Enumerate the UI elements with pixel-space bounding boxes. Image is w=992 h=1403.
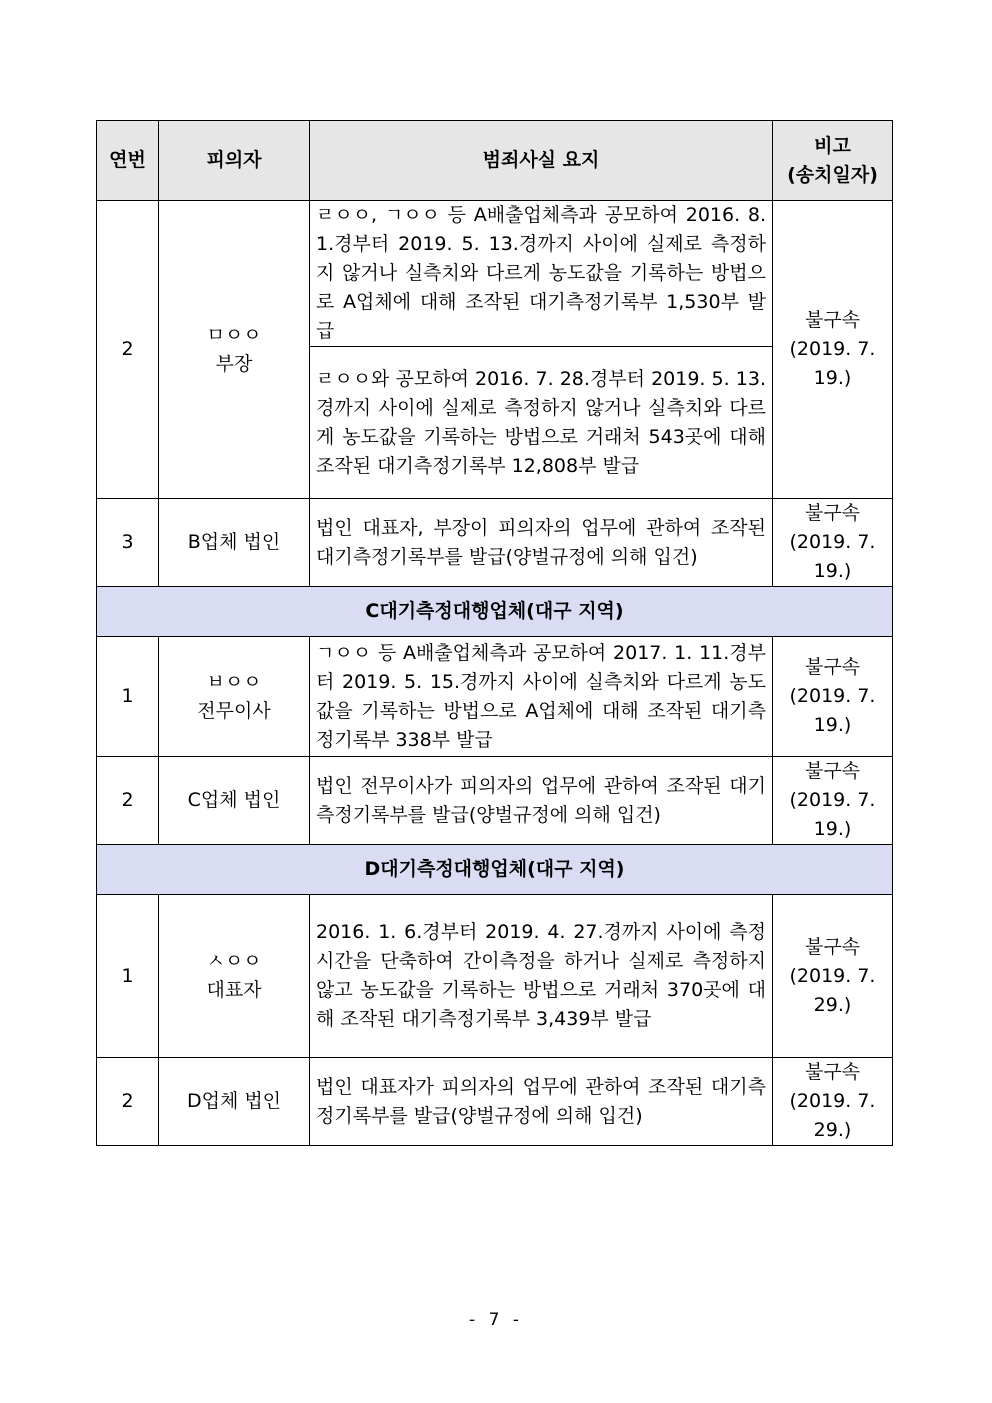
row-suspect: B업체 법인 [159,499,310,587]
row-facts: ㄱㅇㅇ 등 A배출업체측과 공모하여 2017. 1. 11.경부터 2019. 5. 15.경까지 사이에 실측치와 다르게 농도값을 기록하는 방법으로 A업체에 대해 조작된 대기측정기록부 338부 발급 [310,637,773,757]
remark-date: (2019. 7. 19.) [789,685,876,736]
header-remark [773,121,893,201]
suspect-title: 대표자 [206,979,262,1001]
remark-date: (2019. 7. 29.) [789,1090,876,1141]
row-facts: 법인 대표자, 부장이 피의자의 업무에 관하여 조작된 대기측정기록부를 발급(양벌규정에 의해 입건) [310,499,773,587]
suspect-title: 전무이사 [197,699,271,722]
section-row [97,587,893,637]
table-row [97,757,893,845]
suspect-name: ㅁㅇㅇ [206,323,262,346]
suspect-name: ㅂㅇㅇ [206,670,262,693]
header-row [97,121,893,201]
table-row [97,201,893,347]
remark-status: 불구속 [804,1061,861,1083]
row-facts: 법인 대표자가 피의자의 업무에 관하여 조작된 대기측정기록부를 발급(양벌규정에 의해 입건) [310,1058,773,1146]
table-row [97,895,893,1058]
remark-status: 불구속 [804,760,861,782]
row-suspect [159,895,310,1058]
header-remark-line2: (송치일자) [787,163,878,186]
remark-status: 불구속 [804,656,861,678]
row-facts: 법인 전무이사가 피의자의 업무에 관하여 조작된 대기측정기록부를 발급(양벌규정에 의해 입건) [310,757,773,845]
header-suspect: 피의자 [159,121,310,201]
page-number: - 7 - [469,1310,523,1330]
row-suspect: C업체 법인 [159,757,310,845]
header-no: 연번 [97,121,159,201]
row-remark [773,757,893,845]
row-suspect [159,637,310,757]
row-suspect: D업체 법인 [159,1058,310,1146]
row-remark [773,637,893,757]
row-remark [773,895,893,1058]
section-title: D대기측정대행업체(대구 지역) [97,845,893,895]
header-facts: 범죄사실 요지 [310,121,773,201]
row-no: 1 [97,895,159,1058]
remark-date: (2019. 7. 19.) [789,789,876,840]
row-no: 2 [97,201,159,499]
row-remark [773,1058,893,1146]
row-suspect [159,201,310,499]
row-facts: ㄹㅇㅇ와 공모하여 2016. 7. 28.경부터 2019. 5. 13.경까지 사이에 실제로 측정하지 않거나 실측치와 다르게 농도값을 기록하는 방법으로 거래처 543곳에 대해 조작된 대기측정기록부 12,808부 발급 [310,347,773,499]
row-remark [773,499,893,587]
row-no: 2 [97,1058,159,1146]
row-no: 3 [97,499,159,587]
row-facts: ㄹㅇㅇ, ㄱㅇㅇ 등 A배출업체측과 공모하여 2016. 8. 1.경부터 2019. 5. 13.경까지 사이에 실제로 측정하지 않거나 실측치와 다르게 농도값을 기록하는 방법으로 A업체에 대해 조작된 대기측정기록부 1,530부 발급 [310,201,773,347]
suspect-name: ㅅㅇㅇ [206,950,262,972]
header-remark-line1: 비고 [814,134,851,157]
remark-date: (2019. 7. 19.) [789,531,876,582]
section-row [97,845,893,895]
row-no: 1 [97,637,159,757]
section-title: C대기측정대행업체(대구 지역) [97,587,893,637]
table-row [97,1058,893,1146]
case-table [96,120,893,1146]
remark-status: 불구속 [804,502,861,524]
table-row [97,637,893,757]
remark-status: 불구속 [804,935,861,958]
remark-status: 불구속 [804,309,861,331]
row-remark [773,201,893,499]
remark-date: (2019. 7. 29.) [789,964,876,1016]
suspect-title: 부장 [215,352,253,375]
table-row [97,499,893,587]
row-no: 2 [97,757,159,845]
row-facts: 2016. 1. 6.경부터 2019. 4. 27.경까지 사이에 측정시간을 단축하여 간이측정을 하거나 실제로 측정하지 않고 농도값을 기록하는 방법으로 거래처 370곳에 대해 조작된 대기측정기록부 3,439부 발급 [310,895,773,1058]
remark-date: (2019. 7. 19.) [789,338,876,389]
